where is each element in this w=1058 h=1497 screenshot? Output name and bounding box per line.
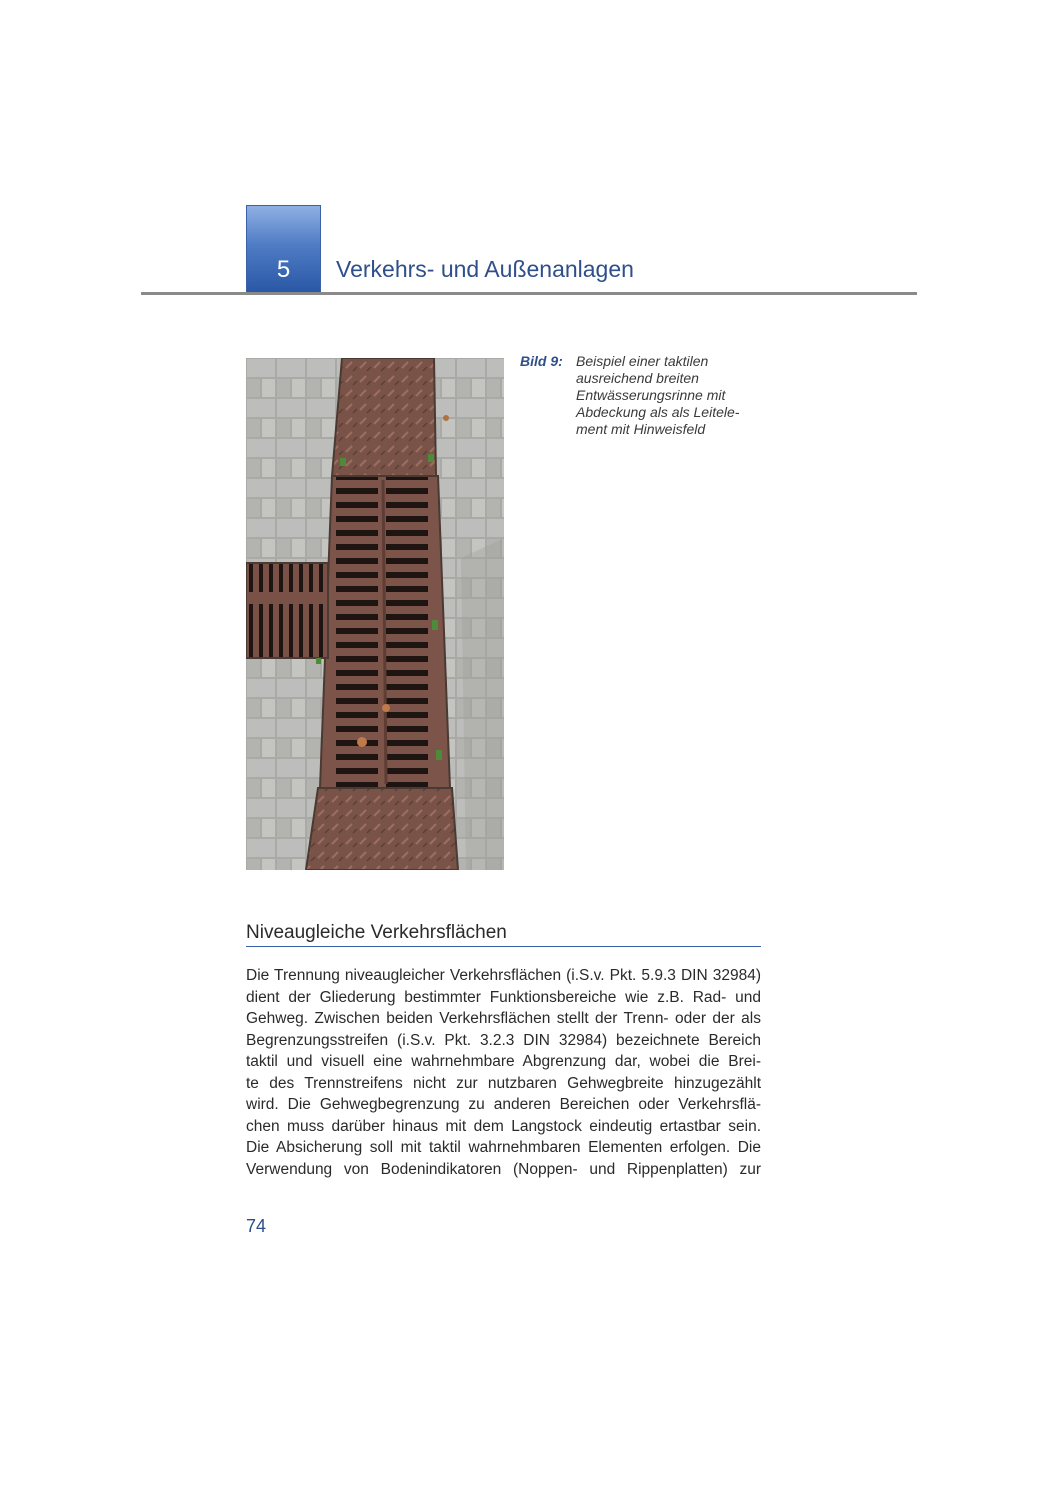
figure-caption [576,353,766,438]
body-line: taktil und visuell eine wahrnehmbare Abgrenzung dar, wobei die Brei- [246,1053,761,1070]
chapter-title: Verkehrs- und Außenanlagen [336,256,634,282]
body-line: Begrenzungsstreifen (i.S.v. Pkt. 3.2.3 DIN 32984) bezeichnete Bereich [246,1031,761,1049]
figure-caption-line: ausreichend breiten [576,370,699,386]
figure-caption-line: Abdeckung als als Leitele- [576,404,740,420]
drainage-channel-photo [246,358,504,870]
body-line: Die Trennung niveaugleicher Verkehrsflächen (i.S.v. Pkt. 5.9.3 DIN 32984) [246,967,761,984]
section-heading-rule [246,946,761,947]
page-number: 74 [246,1216,267,1236]
figure-caption-line: Beispiel einer taktilen [576,353,709,369]
figure-caption-line: ment mit Hinweisfeld [576,421,706,437]
body-line: te des Trennstreifens nicht zur nutzbaren Gehwegbreite hinzugezählt [246,1074,761,1092]
body-line: dient der Gliederung bestimmter Funktionsbereiche wie z.B. Rad- und [246,988,761,1006]
drainage-channel-illustration [246,358,504,870]
body-line: wird. Die Gehwegbegrenzung zu anderen Bereichen oder Verkehrsflä- [246,1096,761,1113]
figure-label: Bild 9: [520,353,563,369]
figure-caption-line: Entwässerungsrinne mit [576,387,726,403]
chapter-header-rule [141,292,917,295]
body-line: Gehweg. Zwischen beiden Verkehrsflächen stellt der Trenn- oder der als [246,1010,761,1027]
chapter-number-box [246,205,321,293]
section-heading: Niveaugleiche Verkehrsflächen [246,922,507,943]
body-line: Verwendung von Bodenindikatoren (Noppen- und Rippenplatten) zur [246,1160,761,1178]
body-line: Die Absicherung soll mit taktil wahrnehmbaren Elementen erfolgen. Die [246,1139,761,1156]
chapter-number: 5 [276,256,291,283]
section-body [246,965,761,1180]
body-line: chen muss darüber hinaus mit dem Langstock eindeutig ertastbar sein. [246,1117,761,1135]
